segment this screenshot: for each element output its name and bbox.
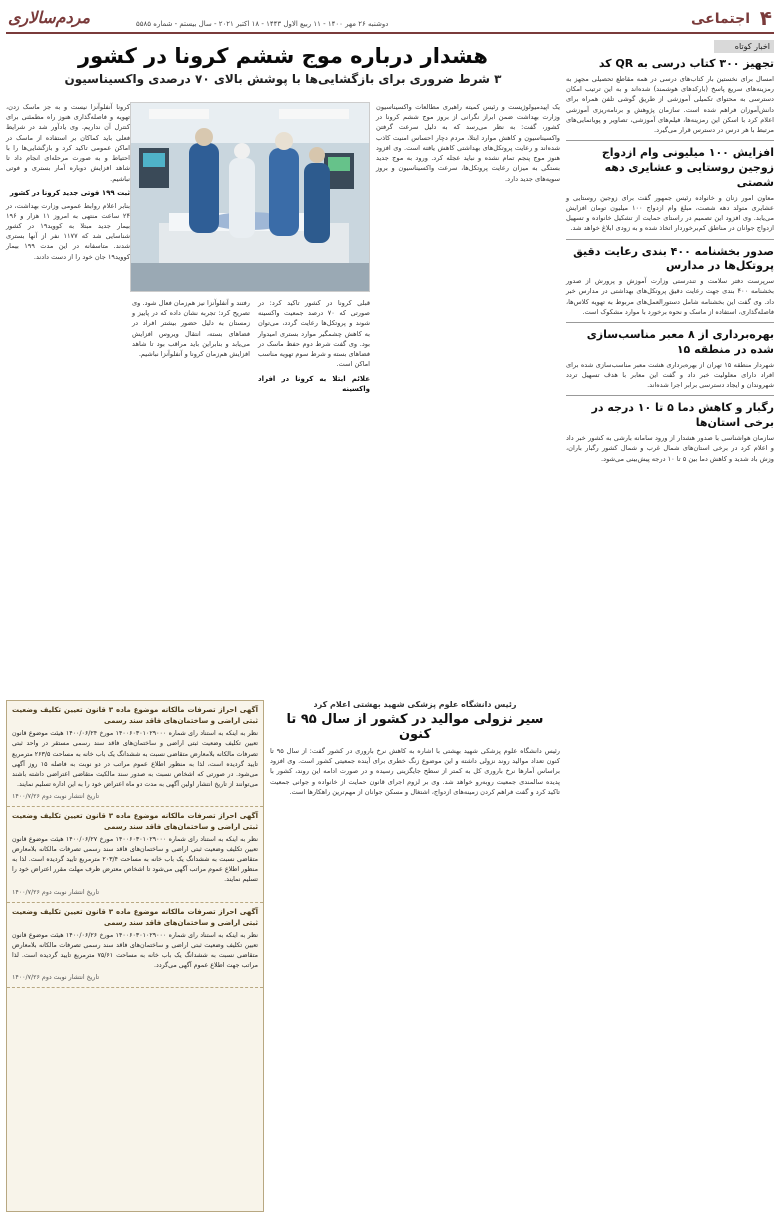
notice-date: تاریخ انتشار نوبت دوم ۱۴۰۰/۷/۲۶ bbox=[12, 974, 100, 982]
brief-item bbox=[566, 57, 774, 135]
icu-scene-illustration bbox=[130, 103, 369, 292]
lead-column: یک اپیدمیولوژیست و رئیس کمیته راهبری مطالعات واکسیناسیون وزارت بهداشت ضمن ابراز نگرانی از بروز موج ششم کرونا در کشور، گفت: به نظر می‌رسد که به دلیل سرعت گرفتن واکسیناسیون و کاهش موارد ابتلا، مردم دچار احساس امنیت کاذب شده‌اند و رعایت پروتکل‌های بهداشتی کاهش یافته است. وی افزود هنوز موج پنجم تمام نشده و نباید عجله کرد. ورود به موج جدید بستگی به میزان رعایت پروتکل‌ها، سرعت واکسیناسیون و بروز سویه‌های جدید دارد. bbox=[376, 103, 560, 183]
brief-item bbox=[566, 401, 774, 463]
second-story-kicker: رئیس دانشگاه علوم پزشکی شهید بهشتی اعلام کرد bbox=[313, 700, 517, 709]
middle-body-a: قبلی کرونا در کشور تاکید کرد: در صورتی که ۷۰ درصد جمعیت واکسینه شوند و پروتکل‌ها رعایت گردد، می‌توان به کاهش چشمگیر موارد بستری امیدوار بود. وی گفت شرط دوم حفظ ماسک در فضاهای بسته و شرط سوم تهویه مناسب اماکن است. bbox=[258, 299, 370, 369]
issue-line: دوشنبه ۲۶ مهر ۱۴۰۰ - ۱۱ ربیع الاول ۱۴۴۳ - ۱۸ اکتبر ۲۰۲۱ - سال بیستم - شماره ۵۵۸۵ bbox=[136, 20, 389, 28]
notice-date: تاریخ انتشار نوبت دوم ۱۴۰۰/۷/۲۶ bbox=[12, 888, 100, 896]
brief-body: امسال برای نخستین بار کتاب‌های درسی در همه مقاطع تحصیلی مجهز به رمزینه‌های سریع پاسخ (بارکدهای هوشمند) شده‌اند و به این ترتیب امکان دسترسی به محتوای تکمیلی آموزشی از طریق گوشی تلفن همراه برای دانش‌آموزان فراهم شده است. سازمان پژوهش و برنامه‌ریزی آموزشی اعلام کرد با اسکن این رمزینه‌ها، فیلم‌های آموزشی، تصاویر و پویانمایی‌های مرتبط با هر درس در دسترس قرار می‌گیرد. bbox=[566, 74, 774, 134]
notice-heading: آگهی احراز تصرفات مالکانه موضوع ماده ۳ قانون تعیین تکلیف وضعیت ثبتی اراضی و ساختمان‌های فاقد سند رسمی bbox=[12, 706, 258, 726]
far-subtitle: ثبت ۱۹۹ فوتی جدید کرونا در کشور bbox=[9, 188, 130, 197]
notice-heading: آگهی احراز تصرفات مالکانه موضوع ماده ۳ قانون تعیین تکلیف وضعیت ثبتی اراضی و ساختمان‌های فاقد سند رسمی bbox=[12, 907, 258, 927]
briefs-tag: اخبار کوتاه bbox=[714, 40, 774, 53]
brief-title: افزایش ۱۰۰ میلیونی وام ازدواج زوجین روستایی و عشایری دهه شصتی bbox=[601, 146, 774, 189]
legal-notice bbox=[7, 701, 263, 807]
section-number: ۴ bbox=[759, 6, 772, 30]
middle-column-b: رفتند و آنفلوآنزا نیز هم‌زمان فعال شود. وی تصریح کرد: تجربه نشان داده که در پاییز و زمستان به دلیل حضور بیشتر افراد در فضاهای بسته، انتقال ویروس افزایش می‌یابد و بنابراین باید مراقب بود تا شاهد افزایش هم‌زمان کرونا و آنفلوآنزا نباشیم. bbox=[132, 299, 250, 359]
brief-body: سازمان هواشناسی با صدور هشدار از ورود سامانه بارشی به کشور خبر داد و اعلام کرد در برخی استان‌های شمال غرب و شمال کشور رگبار باران، وزش باد شدید و کاهش دما بین ۵ تا ۱۰ درجه پیش‌بینی می‌شود. bbox=[566, 434, 774, 463]
brief-body: معاون امور زنان و خانواده رئیس جمهور گفت برای زوجین روستایی و عشایری متولد دهه شصت، مبلغ وام ازدواج ۱۰۰ میلیون تومان افزایش می‌یابد. وی افزود این تصمیم در راستای حمایت از تشکیل خانواده و تسهیل ازدواج جوانان در مناطق کم‌برخوردار اتخاذ شده و به زودی ابلاغ خواهد شد. bbox=[566, 193, 774, 233]
divider bbox=[566, 239, 774, 240]
middle-subtitle: علائم ابتلا به کرونا در افراد واکسینه bbox=[258, 374, 370, 394]
news-briefs-column bbox=[566, 40, 774, 1212]
brief-title: رگبار و کاهش دما ۵ تا ۱۰ درجه در برخی استان‌ها bbox=[591, 401, 774, 430]
divider bbox=[566, 140, 774, 141]
brief-title: صدور بخشنامه ۴۰۰ بندی رعایت دقیق پروتکل‌ها در مدارس bbox=[573, 244, 774, 273]
newspaper-logo: مردم‌سالاری bbox=[8, 8, 91, 27]
masthead bbox=[6, 6, 774, 34]
middle-column-a bbox=[258, 298, 370, 397]
far-body-2: بنابر اعلام روابط عمومی وزارت بهداشت، در ۲۴ ساعت منتهی به امروز ۱۱ هزار و ۱۹۶ بیمار جدید مبتلا به کووید۱۹ در کشور شناسایی شد که ۱۱۷۷ نفر از آنها بستری شدند. متاسفانه در این مدت ۱۹۹ بیمار کووید۱۹ جان خود را از دست دادند. bbox=[6, 201, 130, 261]
brief-title: بهره‌برداری از ۸ معبر مناسب‌سازی شده در منطقه ۱۵ bbox=[586, 328, 774, 356]
second-story-title: سیر نزولی مواليد در کشور از سال ۹۵ تا کنون bbox=[286, 712, 544, 742]
brief-item bbox=[566, 245, 774, 318]
section-name: اجتماعی bbox=[691, 11, 750, 27]
far-left-column bbox=[6, 102, 130, 262]
main-subhead: ۳ شرط ضروری برای بازگشایی‌ها با پوشش بالای ۷۰ درصدی واکسیناسیون bbox=[64, 72, 502, 86]
notice-body: نظر به اینکه به استناد رای شماره ۱۴۰۰۶۰۳۰۱۰۲۹۰۰۰ مورخ ۱۴۰۰/۰۶/۲۶ هیئت موضوع قانون تعیین تکلیف وضعیت ثبتی اراضی و ساختمان‌های فاقد سند رسمی تصرفات مالکانه بلامعارض متقاضی نسبت به ششدانگ یک باب خانه به مساحت ۷۵/۶۱ مترمربع تایید گردیده است. لذا مراتب جهت اطلاع عموم آگهی می‌گردد. bbox=[12, 931, 258, 970]
brief-body: سرپرست دفتر سلامت و تندرستی وزارت آموزش و پرورش از صدور بخشنامه ۴۰۰ بندی جهت رعایت دقیق پروتکل‌های بهداشتی در مدارس خبر داد. وی گفت این بخشنامه شامل دستورالعمل‌های مربوط به تهویه کلاس‌ها، فاصله‌گذاری، استفاده از ماسک و نحوه برخورد با موارد مشکوک است. bbox=[566, 277, 774, 316]
notice-body: نظر به اینکه به استناد رای شماره ۱۴۰۰۶۰۳۰۱۰۲۹۰۰۰ مورخ ۱۴۰۰/۰۶/۲۴ هیئت موضوع قانون تعیین تکلیف وضعیت ثبتی اراضی و ساختمان‌های فاقد سند رسمی مستقر در واحد ثبتی تصرفات مالکانه بلامعارض متقاضی نسبت به ششدانگ یک باب خانه به مساحت ۲۶۳/۵ مترمربع تایید گردیده است، لذا به منظور اطلاع عموم مراتب در دو نوبت به فاصله ۱۵ روز آگهی می‌شود. در صورتی که اشخاص نسبت به صدور سند مالکیت متقاضی اعتراضی داشته باشند می‌توانند از تاریخ انتشار اولین آگهی به مدت دو ماه اعتراض خود را به این اداره تسلیم نمایند. bbox=[12, 730, 258, 788]
icu-photo bbox=[130, 102, 370, 292]
brief-item bbox=[566, 328, 774, 390]
second-story-body: رئیس دانشگاه علوم پزشکی شهید بهشتی با اشاره به کاهش نرخ باروری در کشور گفت: از سال ۹۵ تا کنون تعداد مواليد روند نزولی داشته و این موضوع زنگ خطری برای آینده جمعیتی کشور است. وی افزود براساس آمارها نرخ باروری کل به کمتر از سطح جایگزینی رسیده و در صورت ادامه این روند، کشور با پدیده سالمندی جمعیت روبه‌رو خواهد شد. وی بر لزوم اجرای قانون حمایت از خانواده و جوانی جمعیت تاکید کرد و گفت فراهم کردن زمینه‌های ازدواج، اشتغال و مسکن جوانان از مهم‌ترین راهکارها است. bbox=[270, 747, 560, 796]
legal-notice bbox=[7, 807, 263, 903]
brief-title: تجهیز ۳۰۰ کتاب درسی به QR کد bbox=[598, 57, 774, 70]
legal-notices-box bbox=[6, 700, 264, 1212]
far-body: کرونا آنفلوآنزا نیست و به جز ماسک زدن، تهویه و فاصله‌گذاری هنوز راه مطمئنی برای کنترل آن نداریم. وی یادآور شد در شرایط فعلی باید کماکان بر استفاده از ماسک در اماکن عمومی تاکید کرد و بازگشایی‌ها را با احتیاط و به صورت مرحله‌ای انجام داد تا شاهد افزایش دوباره آمار بستری و فوتی نباشیم. bbox=[6, 103, 130, 183]
divider bbox=[566, 322, 774, 323]
brief-item bbox=[566, 146, 774, 233]
notice-date: تاریخ انتشار نوبت دوم ۱۴۰۰/۷/۲۶ bbox=[12, 792, 100, 800]
main-headline: هشدار درباره موج ششم کرونا در کشور bbox=[78, 44, 488, 68]
divider bbox=[566, 395, 774, 396]
brief-body: شهردار منطقه ۱۵ تهران از بهره‌برداری هشت معبر مناسب‌سازی شده برای افراد دارای معلولیت خبر داد و گفت این معابر با هدف تسهیل تردد شهروندان و ایجاد دسترسی برابر اجرا شده‌اند. bbox=[566, 360, 774, 390]
notice-body: نظر به اینکه به استناد رای شماره ۱۴۰۰۶۰۳۰۱۰۲۹۰۰۰ مورخ ۱۴۰۰/۰۶/۲۷ هیئت موضوع قانون تعیین تکلیف وضعیت ثبتی اراضی و ساختمان‌های فاقد سند رسمی تصرفات مالکانه بلامعارض متقاضی نسبت به ششدانگ یک باب خانه به مساحت ۲۰۳/۴ مترمربع تایید گردیده است. لذا به منظور اطلاع عموم مراتب آگهی می‌شود تا اشخاص معترض ظرف مهلت مقرر اعتراض خود را تسلیم نمایند. bbox=[12, 836, 258, 884]
main-story-area bbox=[6, 40, 560, 1212]
notice-heading: آگهی احراز تصرفات مالکانه موضوع ماده ۳ قانون تعیین تکلیف وضعیت ثبتی اراضی و ساختمان‌های فاقد سند رسمی bbox=[12, 811, 258, 831]
second-story bbox=[270, 700, 560, 797]
legal-notice bbox=[7, 903, 263, 989]
